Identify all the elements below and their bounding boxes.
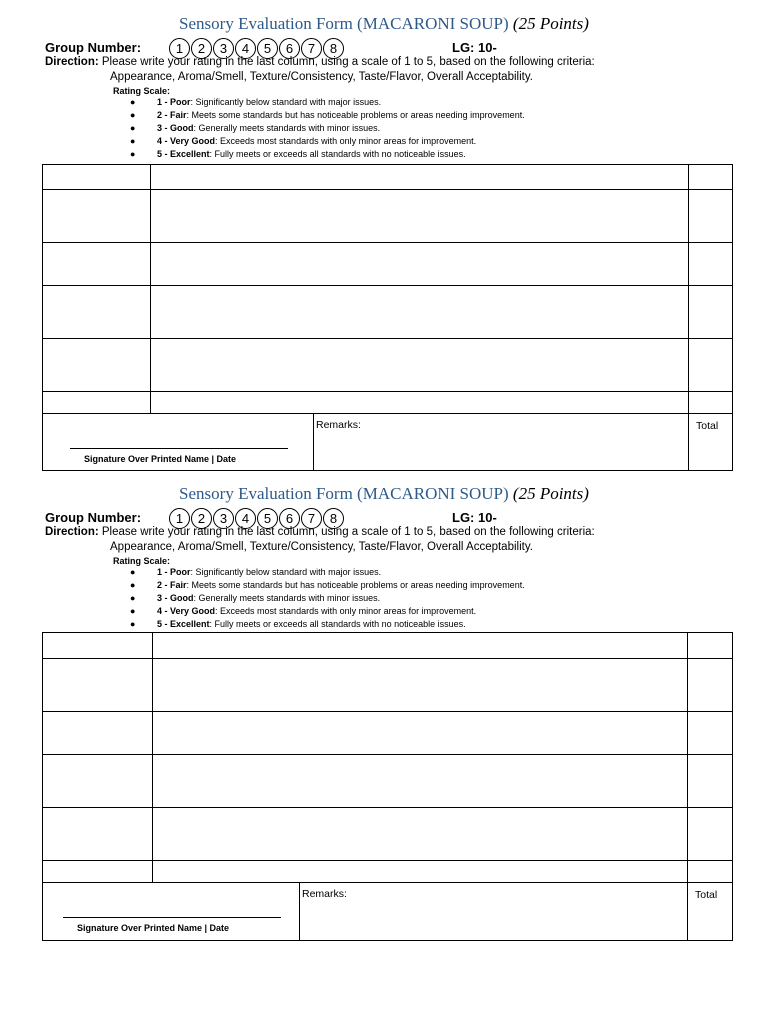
table-row-divider: [42, 882, 733, 883]
table-row-divider: [42, 860, 733, 861]
direction-text: Please write your rating in the last column, using a scale of 1 to 5, based on the following criteria:: [98, 526, 595, 538]
rating-scale-label: Rating Scale:: [113, 556, 171, 566]
table-row-divider: [42, 754, 733, 755]
group-option-7[interactable]: 7: [301, 38, 322, 59]
signature-line[interactable]: [63, 917, 281, 918]
direction: [45, 56, 595, 68]
bullet-icon: ●: [130, 580, 136, 590]
list-item: ● 3 - Good: Generally meets standards with minor issues.: [130, 123, 381, 133]
total-label: Total: [696, 420, 719, 432]
bullet-icon: ●: [130, 606, 136, 616]
group-option-6[interactable]: 6: [279, 38, 300, 59]
direction: [45, 526, 595, 538]
direction-label: Direction:: [45, 56, 99, 68]
table-col-divider: [688, 164, 689, 471]
table-row-divider: [42, 413, 733, 414]
group-number-label: Group Number:: [45, 40, 142, 55]
group-option-7[interactable]: 7: [301, 508, 322, 529]
group-option-1[interactable]: 1: [169, 38, 190, 59]
direction-text: Please write your rating in the last column, using a scale of 1 to 5, based on the following criteria:: [98, 56, 595, 68]
group-option-3[interactable]: 3: [213, 38, 234, 59]
rating-scale-list: [130, 566, 525, 631]
list-item: ● 1 - Poor: Significantly below standard with major issues.: [130, 97, 382, 107]
criteria-text: Appearance, Aroma/Smell, Texture/Consistency, Taste/Flavor, Overall Acceptability.: [110, 71, 533, 83]
table-row-divider: [42, 658, 733, 659]
direction-label: Direction:: [45, 526, 99, 538]
table-col-divider: [299, 882, 300, 941]
signature-caption: Signature Over Printed Name | Date: [84, 454, 237, 464]
list-item: ● 2 - Fair: Meets some standards but has noticeable problems or areas needing improvement.: [130, 110, 525, 120]
rating-table-2: [42, 632, 733, 941]
group-option-2[interactable]: 2: [191, 508, 212, 529]
lg-label: LG: 10-: [452, 40, 497, 55]
list-item: ● 4 - Very Good: Exceeds most standards with only minor areas for improvement.: [130, 606, 477, 616]
group-option-4[interactable]: 4: [235, 38, 256, 59]
list-item: ● 2 - Fair: Meets some standards but has noticeable problems or areas needing improvement.: [130, 580, 525, 590]
table-col-divider: [150, 164, 151, 413]
remarks-label: Remarks:: [302, 888, 347, 900]
bullet-icon: ●: [130, 567, 136, 577]
bullet-icon: ●: [130, 593, 136, 603]
table-row-divider: [42, 807, 733, 808]
table-row-divider: [42, 189, 733, 190]
bullet-icon: ●: [130, 110, 136, 120]
group-option-6[interactable]: 6: [279, 508, 300, 529]
list-item: ● 3 - Good: Generally meets standards with minor issues.: [130, 593, 381, 603]
table-row-divider: [42, 711, 733, 712]
table-row-divider: [42, 285, 733, 286]
group-option-8[interactable]: 8: [323, 38, 344, 59]
rating-scale-list: [130, 96, 525, 161]
rating-table-1: [42, 164, 733, 471]
signature-caption: Signature Over Printed Name | Date: [77, 923, 230, 933]
bullet-icon: ●: [130, 149, 136, 159]
criteria-text: Appearance, Aroma/Smell, Texture/Consistency, Taste/Flavor, Overall Acceptability.: [110, 541, 533, 553]
form-title: Sensory Evaluation Form (MACARONI SOUP) (25 Points): [179, 14, 589, 33]
table-col-divider: [313, 413, 314, 471]
table-col-divider: [152, 632, 153, 882]
list-item: ● 1 - Poor: Significantly below standard with major issues.: [130, 567, 382, 577]
form-title: Sensory Evaluation Form (MACARONI SOUP) (25 Points): [179, 484, 589, 503]
bullet-icon: ●: [130, 123, 136, 133]
bullet-icon: ●: [130, 136, 136, 146]
bullet-icon: ●: [130, 97, 136, 107]
remarks-label: Remarks:: [316, 419, 361, 431]
group-option-1[interactable]: 1: [169, 508, 190, 529]
group-option-4[interactable]: 4: [235, 508, 256, 529]
group-number-label: Group Number:: [45, 510, 142, 525]
table-col-divider: [687, 632, 688, 941]
group-option-5[interactable]: 5: [257, 38, 278, 59]
total-label: Total: [695, 889, 718, 901]
lg-label: LG: 10-: [452, 510, 497, 525]
group-option-2[interactable]: 2: [191, 38, 212, 59]
list-item: ● 5 - Excellent: Fully meets or exceeds all standards with no noticeable issues.: [130, 149, 466, 159]
list-item: ● 4 - Very Good: Exceeds most standards with only minor areas for improvement.: [130, 136, 477, 146]
table-row-divider: [42, 338, 733, 339]
group-option-5[interactable]: 5: [257, 508, 278, 529]
rating-scale-label: Rating Scale:: [113, 86, 171, 96]
table-row-divider: [42, 391, 733, 392]
bullet-icon: ●: [130, 619, 136, 629]
table-row-divider: [42, 242, 733, 243]
list-item: ● 5 - Excellent: Fully meets or exceeds all standards with no noticeable issues.: [130, 619, 466, 629]
group-option-8[interactable]: 8: [323, 508, 344, 529]
group-option-3[interactable]: 3: [213, 508, 234, 529]
signature-line[interactable]: [70, 448, 288, 449]
